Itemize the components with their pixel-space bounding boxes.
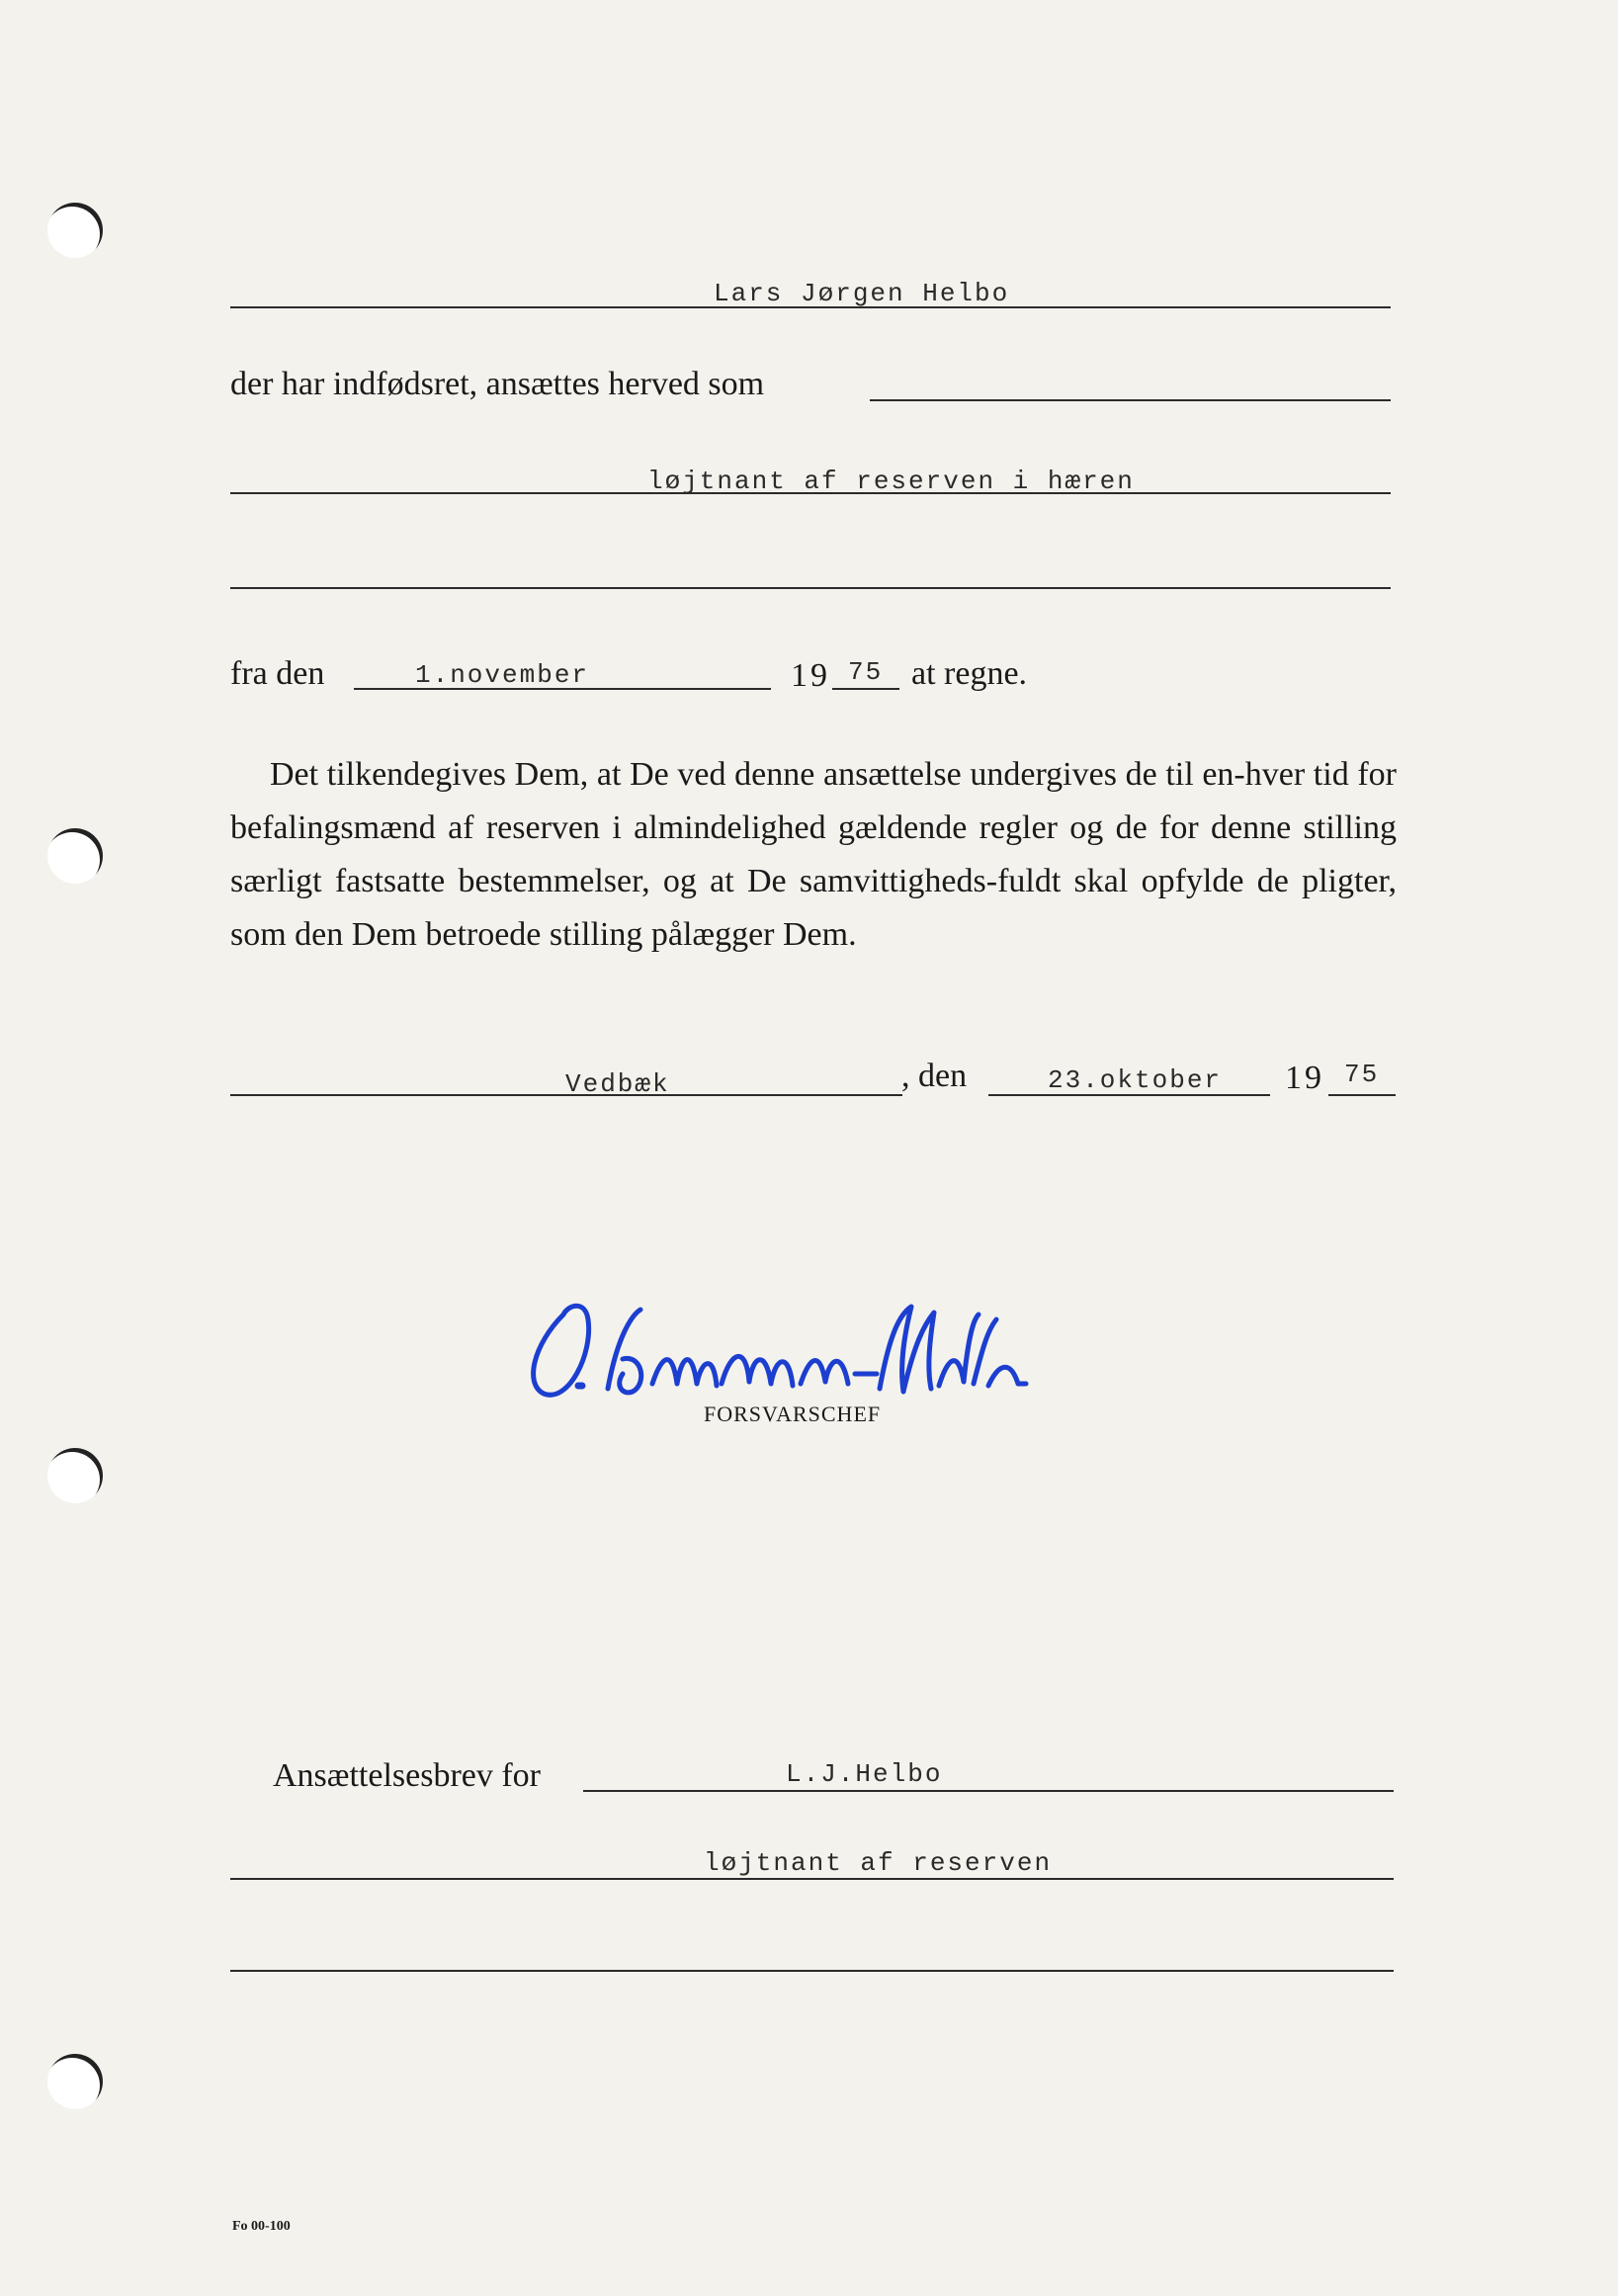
stub-rank: løjtnant af reserven bbox=[704, 1848, 1053, 1878]
place-date-line bbox=[988, 1094, 1270, 1096]
effective-year-prefix: 19 bbox=[791, 657, 830, 694]
effective-date-line bbox=[354, 688, 771, 690]
rank-line-1-rule bbox=[230, 492, 1391, 494]
signature-title: FORSVARSCHEF bbox=[704, 1402, 882, 1426]
punch-hole-1 bbox=[47, 203, 103, 258]
effective-suffix-label: at regne. bbox=[911, 655, 1028, 692]
place-line bbox=[230, 1094, 902, 1096]
stub-name: L.J.Helbo bbox=[786, 1759, 943, 1789]
from-label: fra den bbox=[230, 655, 325, 692]
punch-hole-2 bbox=[47, 828, 103, 884]
rank-line-1: løjtnant af reserven i hæren bbox=[647, 467, 1135, 496]
stub-name-line bbox=[583, 1790, 1394, 1792]
den-label: , den bbox=[901, 1058, 968, 1094]
punch-hole-4 bbox=[47, 2054, 103, 2109]
effective-year-suffix: 75 bbox=[848, 657, 884, 687]
place-year-suffix: 75 bbox=[1344, 1060, 1380, 1089]
rank-line-2-rule bbox=[230, 587, 1391, 589]
effective-year-line bbox=[832, 688, 899, 690]
body-paragraph: Det tilkendegives Dem, at De ved denne ansættelse undergives de til en-hver tid for befalingsmænd af reserven i almindelighed gældende regler og de for denne stilling særligt fastsatte bestemmelser, og at De samvittigheds-fuldt skal opfylde de pligter, som den Dem betroede stilling pålægger Dem. bbox=[230, 756, 1397, 953]
appointee-name: Lars Jørgen Helbo bbox=[714, 279, 1010, 308]
appointee-name-line bbox=[230, 306, 1391, 308]
place-year-prefix: 19 bbox=[1285, 1060, 1324, 1096]
stub-extra-line bbox=[230, 1970, 1394, 1972]
stub-rank-line bbox=[230, 1878, 1394, 1880]
nationality-clause-line bbox=[870, 399, 1391, 401]
punch-hole-3 bbox=[47, 1448, 103, 1503]
effective-date: 1.november bbox=[415, 660, 590, 690]
nationality-clause: der har indfødsret, ansættes herved som bbox=[230, 366, 765, 402]
stub-label: Ansættelsesbrev for bbox=[273, 1757, 542, 1794]
place-year-line bbox=[1328, 1094, 1396, 1096]
place: Vedbæk bbox=[565, 1069, 670, 1099]
form-code: Fo 00-100 bbox=[232, 2219, 291, 2234]
place-date: 23.oktober bbox=[1048, 1065, 1223, 1095]
